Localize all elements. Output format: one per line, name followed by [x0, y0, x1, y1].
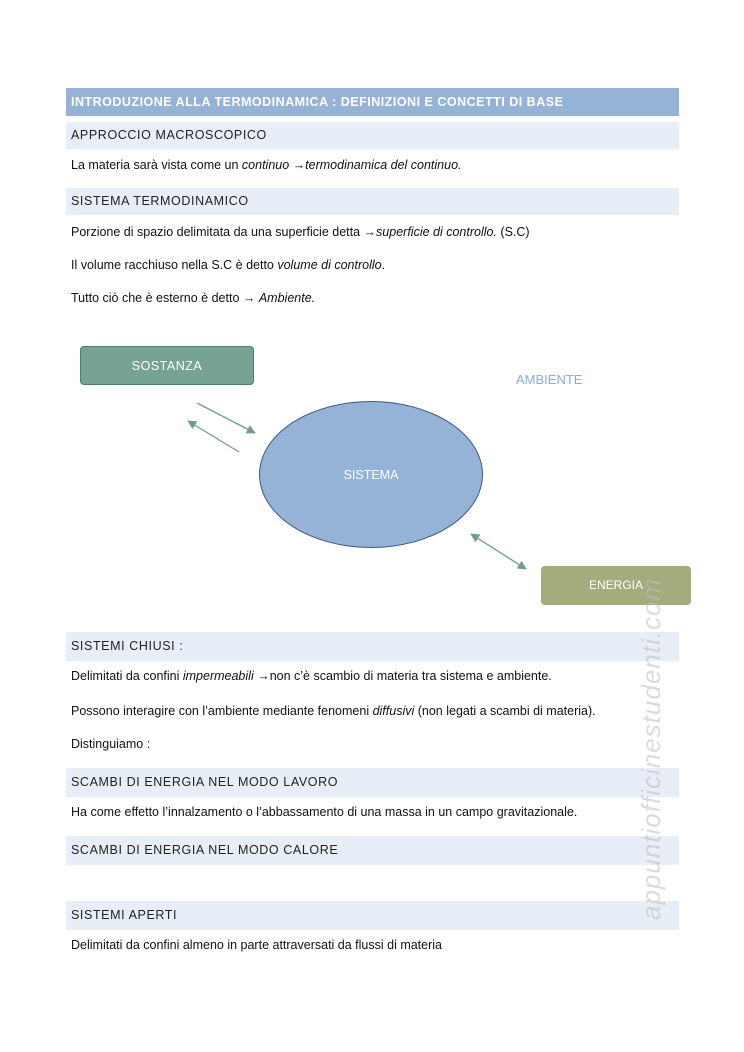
text: (S.C): [496, 225, 530, 239]
ambiente-label: AMBIENTE: [516, 372, 583, 387]
text-italic: superficie di controllo.: [376, 225, 497, 239]
text: Delimitati da confini: [71, 669, 183, 683]
text: Il volume racchiuso nella S.C è detto: [71, 258, 278, 272]
heading-modo-calore: SCAMBI DI ENERGIA NEL MODO CALORE: [66, 836, 679, 865]
energia-box: ENERGIA: [541, 566, 691, 605]
arrow-to-sistema: [197, 403, 255, 433]
paragraph-sistemi-aperti: Delimitati da confini almeno in parte attraversati da flussi di materia: [71, 938, 443, 952]
paragraph-fenomeni-diffusivi: [71, 704, 596, 718]
heading-approccio-macroscopico: APPROCCIO MACROSCOPICO: [66, 122, 679, 149]
heading-sistema-termodinamico: SISTEMA TERMODINAMICO: [66, 188, 679, 215]
heading-sistemi-aperti: SISTEMI APERTI: [66, 901, 679, 930]
text: Tutto ciò che è esterno è detto →: [71, 291, 259, 305]
text: non c’è scambio di materia tra sistema e ambiente.: [269, 669, 552, 683]
paragraph-lavoro: Ha come effetto l’innalzamento o l’abbassamento di una massa in un campo gravitazionale.: [71, 805, 578, 819]
arrow-icon: →: [289, 158, 306, 172]
text: .: [381, 258, 386, 272]
text-italic: continuo: [241, 158, 290, 172]
heading-modo-lavoro: SCAMBI DI ENERGIA NEL MODO LAVORO: [66, 768, 679, 797]
paragraph-confini-impermeabili: [71, 669, 552, 683]
heading-sistemi-chiusi: SISTEMI CHIUSI :: [66, 632, 679, 661]
text-italic: Ambiente.: [258, 291, 316, 305]
paragraph-distinguiamo: Distinguiamo :: [71, 737, 151, 751]
text-italic: volume di controllo: [277, 258, 382, 272]
sistema-label: SISTEMA: [343, 468, 399, 482]
text-italic: diffusivi: [372, 704, 415, 718]
arrow-from-sistema: [188, 421, 239, 452]
text-italic: termodinamica del continuo.: [305, 158, 462, 172]
text-italic: impermeabili: [182, 669, 254, 683]
sostanza-box: SOSTANZA: [80, 346, 254, 385]
text: (non legati a scambi di materia).: [414, 704, 596, 718]
text: La materia sarà vista come un: [71, 158, 242, 172]
arrow-icon: →: [253, 669, 270, 683]
page-title: INTRODUZIONE ALLA TERMODINAMICA : DEFINIZIONI E CONCETTI DI BASE: [66, 88, 679, 116]
text: Porzione di spazio delimitata da una superficie detta →: [71, 225, 377, 239]
arrow-energia-bidirectional: [471, 534, 526, 569]
text: Possono interagire con l’ambiente mediante fenomeni: [71, 704, 373, 718]
watermark: appuntiofficinestudenti.com: [636, 577, 666, 920]
